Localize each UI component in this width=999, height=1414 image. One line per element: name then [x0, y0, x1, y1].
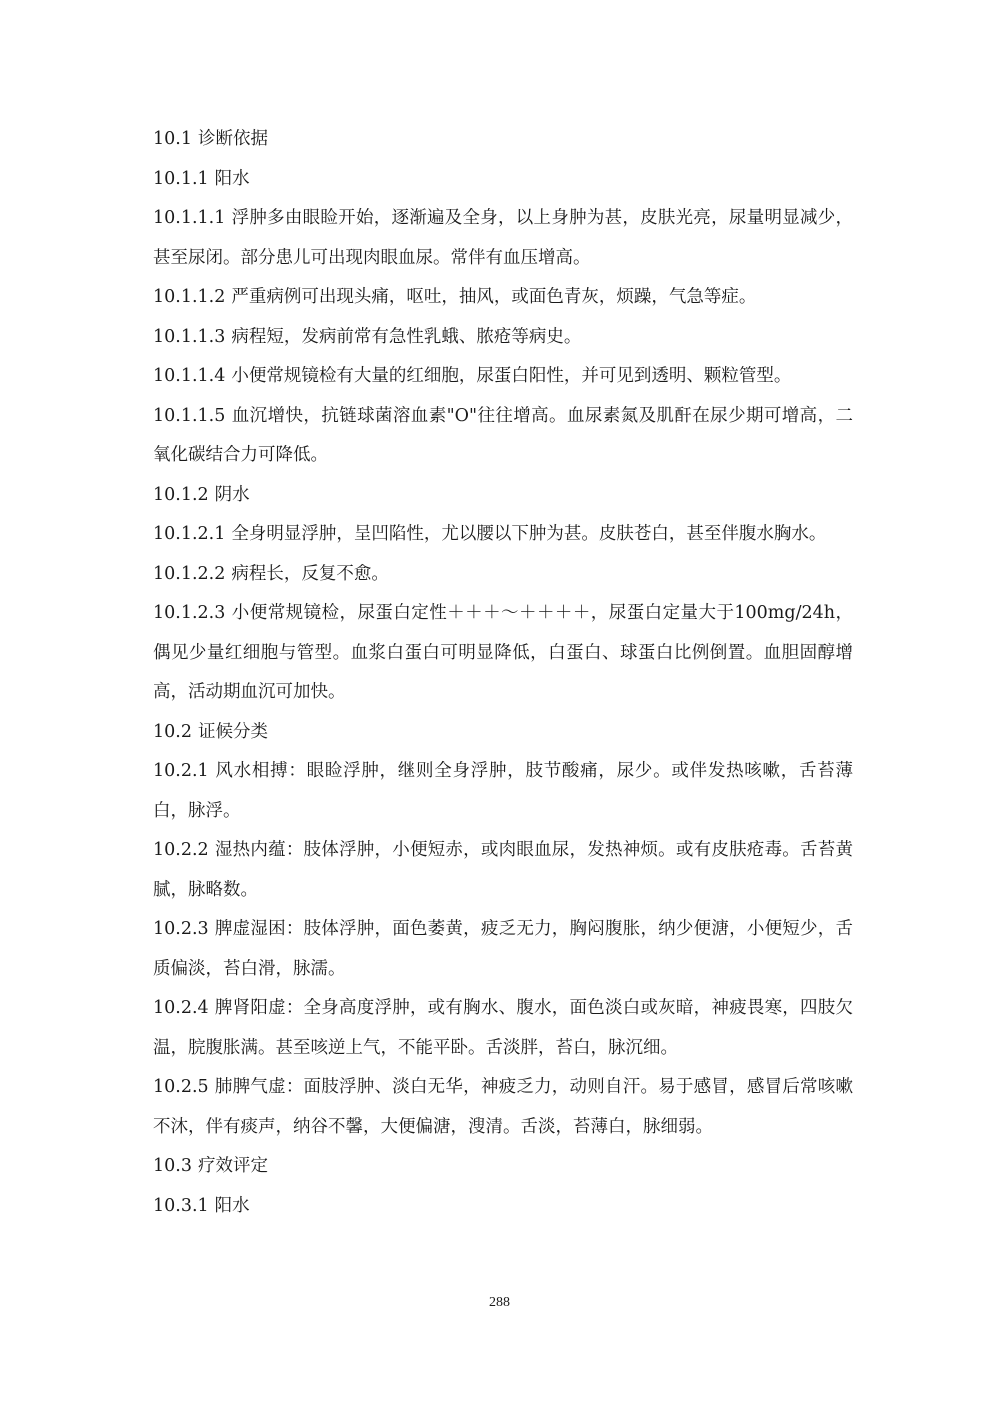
paragraph — [153, 1068, 853, 1147]
section-text: 小便常规镜检，尿蛋白定性＋＋＋～＋＋＋＋，尿蛋白定量大于100mg/24h，偶见少量红细胞与管型。血浆白蛋白可明显降低，白蛋白、球蛋白比例倒置。血胆固醇增高，活动期血沉可加快。 — [153, 603, 853, 702]
section-number: 10.1.1 — [153, 168, 209, 189]
section-text: 脾肾阳虚：全身高度浮肿，或有胸水、腹水，面色淡白或灰暗，神疲畏寒，四肢欠温，脘腹胀满。甚至咳逆上气，不能平卧。舌淡胖，苔白，脉沉细。 — [153, 998, 853, 1058]
section-text: 血沉增快，抗链球菌溶血素"O"往往增高。血尿素氮及肌酐在尿少期可增高，二氧化碳结合力可降低。 — [153, 405, 853, 465]
paragraph — [153, 1147, 853, 1187]
section-text: 全身明显浮肿，呈凹陷性，尤以腰以下肿为甚。皮肤苍白，甚至伴腹水胸水。 — [231, 524, 827, 544]
section-text: 湿热内蕴：肢体浮肿，小便短赤，或肉眼血尿，发热神烦。或有皮肤疮毒。舌苔黄腻，脉略数。 — [153, 840, 853, 900]
paragraph — [153, 476, 853, 516]
section-number: 10.2 — [153, 721, 192, 742]
section-text: 肺脾气虚：面肢浮肿、淡白无华，神疲乏力，动则自汗。易于感冒，感冒后常咳嗽不沐，伴有痰声，纳谷不馨，大便偏溏，溲清。舌淡，苔薄白，脉细弱。 — [153, 1077, 853, 1137]
page-content — [153, 120, 853, 1226]
section-number: 10.1.2.1 — [153, 524, 226, 544]
section-number: 10.1.2.2 — [153, 563, 226, 584]
section-number: 10.1.1.5 — [153, 405, 226, 426]
section-number: 10.1.1.2 — [153, 287, 226, 307]
section-number: 10.2.4 — [153, 998, 209, 1018]
section-number: 10.1.1.4 — [153, 366, 226, 386]
section-number: 10.1.1.3 — [153, 326, 226, 347]
section-text: 病程短，发病前常有急性乳蛾、脓疮等病史。 — [231, 326, 582, 347]
section-text: 脾虚湿困：肢体浮肿，面色萎黄，疲乏无力，胸闷腹胀，纳少便溏，小便短少，舌质偏淡，苔白滑，脉濡。 — [153, 919, 853, 979]
paragraph — [153, 160, 853, 200]
section-text: 阴水 — [214, 484, 250, 505]
section-number: 10.1 — [153, 129, 192, 149]
page-number: 288 — [489, 1295, 510, 1310]
section-text: 严重病例可出现头痛，呕吐，抽风，或面色青灰，烦躁，气急等症。 — [231, 287, 757, 307]
section-text: 阳水 — [214, 168, 250, 189]
section-number: 10.3 — [153, 1156, 192, 1176]
section-text: 证候分类 — [197, 721, 268, 742]
section-text: 疗效评定 — [197, 1156, 268, 1176]
paragraph — [153, 713, 853, 753]
section-text: 小便常规镜检有大量的红细胞，尿蛋白阳性，并可见到透明、颗粒管型。 — [231, 366, 792, 386]
paragraph — [153, 515, 853, 555]
paragraph — [153, 594, 853, 713]
section-number: 10.2.5 — [153, 1077, 209, 1097]
paragraph — [153, 1187, 853, 1227]
section-number: 10.1.1.1 — [153, 208, 226, 228]
paragraph — [153, 318, 853, 358]
section-text: 病程长，反复不愈。 — [231, 563, 389, 584]
section-number: 10.2.1 — [153, 761, 209, 781]
section-number: 10.1.2.3 — [153, 603, 226, 623]
section-number: 10.2.3 — [153, 919, 209, 939]
paragraph — [153, 397, 853, 476]
section-text: 诊断依据 — [197, 129, 268, 149]
section-text: 风水相搏：眼睑浮肿，继则全身浮肿，肢节酸痛，尿少。或伴发热咳嗽，舌苔薄白，脉浮。 — [153, 761, 853, 821]
paragraph — [153, 910, 853, 989]
section-text: 浮肿多由眼睑开始，逐渐遍及全身，以上身肿为甚，皮肤光亮，尿量明显减少，甚至尿闭。部分患儿可出现肉眼血尿。常伴有血压增高。 — [153, 208, 853, 268]
section-number: 10.2.2 — [153, 840, 209, 860]
paragraph — [153, 989, 853, 1068]
paragraph — [153, 752, 853, 831]
section-text: 阳水 — [214, 1195, 250, 1216]
paragraph — [153, 831, 853, 910]
paragraph — [153, 555, 853, 595]
paragraph — [153, 120, 853, 160]
paragraph — [153, 278, 853, 318]
section-number: 10.1.2 — [153, 484, 209, 505]
section-number: 10.3.1 — [153, 1195, 209, 1216]
paragraph — [153, 357, 853, 397]
paragraph — [153, 199, 853, 278]
